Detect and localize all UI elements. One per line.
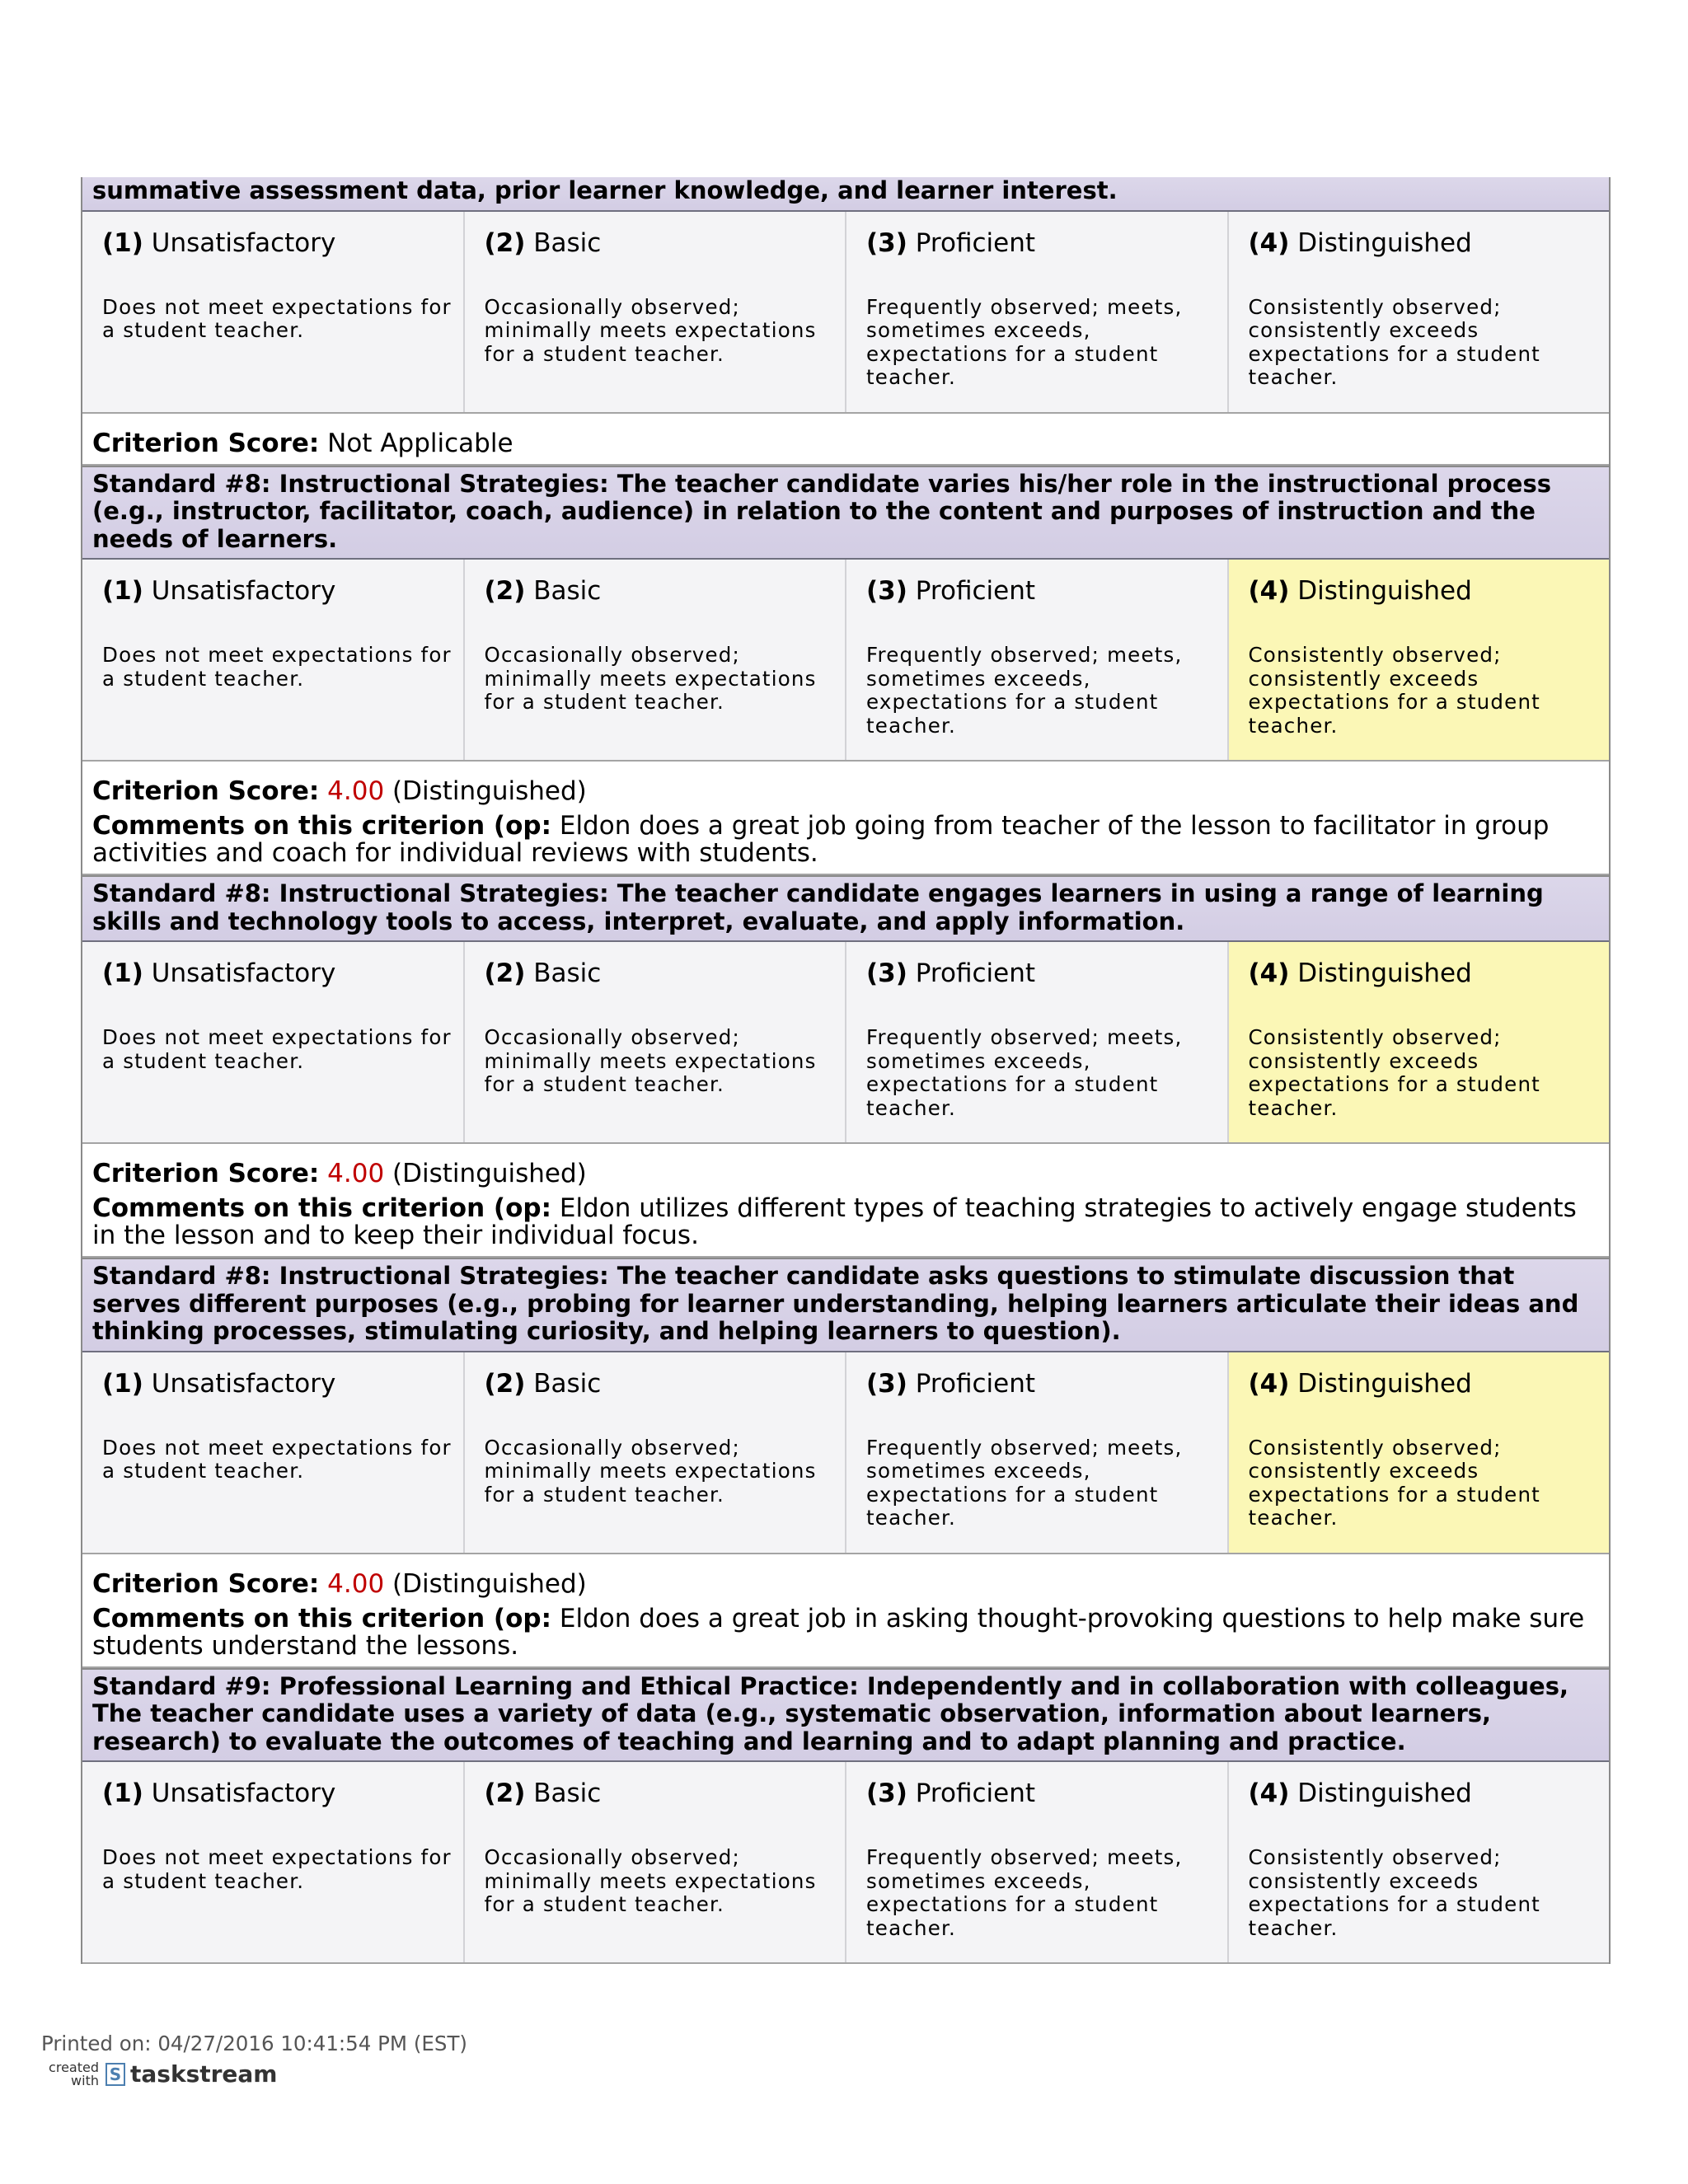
rating-levels: [82, 942, 1609, 1144]
level-name: Proficient: [915, 576, 1036, 606]
level-number: (1): [102, 1368, 143, 1399]
rating-level-proficient: [846, 212, 1229, 412]
level-number: (3): [866, 227, 907, 258]
criterion-score-label: Criterion Score:: [92, 1159, 320, 1188]
rating-level-distinguished: [1229, 1762, 1610, 1962]
level-description: Frequently observed; meets, sometimes exceeds, expectations for a student teacher.: [866, 1845, 1183, 1940]
level-name: Basic: [533, 576, 602, 606]
level-number: (1): [102, 227, 143, 258]
rating-level-proficient: [846, 1762, 1229, 1962]
level-description: Occasionally observed; minimally meets expectations for a student teacher.: [484, 294, 817, 366]
rating-level-distinguished: [1229, 560, 1610, 760]
criterion-score: [92, 430, 1599, 457]
level-description: Consistently observed; consistently exceeds expectations for a student teacher.: [1248, 1435, 1540, 1530]
criterion-score-text: (Distinguished): [392, 1159, 587, 1188]
criterion-score-text: Not Applicable: [327, 428, 513, 458]
level-name: Distinguished: [1297, 1368, 1472, 1399]
rating-level-distinguished: [1229, 1352, 1610, 1553]
level-heading: [485, 228, 837, 258]
level-number: (3): [866, 958, 907, 988]
criterion-comment: [92, 1605, 1599, 1660]
level-heading: [1249, 576, 1601, 606]
rating-level-basic: [465, 1762, 847, 1962]
level-description: Occasionally observed; minimally meets expectations for a student teacher.: [484, 1435, 817, 1507]
level-number: (1): [102, 576, 143, 606]
level-description: Occasionally observed; minimally meets expectations for a student teacher.: [484, 1845, 817, 1917]
criterion-score-row: [82, 1554, 1609, 1668]
rating-level-unsatisfactory: [82, 212, 465, 412]
criterion-score-row: [82, 414, 1609, 466]
level-description: Does not meet expectations for a student teacher.: [102, 643, 452, 691]
rating-levels: [82, 1352, 1609, 1554]
level-name: Unsatisfactory: [151, 958, 336, 988]
level-name: Distinguished: [1297, 227, 1472, 258]
level-name: Unsatisfactory: [151, 576, 336, 606]
level-heading: [485, 1369, 837, 1399]
standard-header: Standard #8: Instructional Strategies: The teacher candidate engages learners in using a range of learning skills and technology tools to access, interpret, evaluate, and apply information.: [82, 875, 1609, 942]
rating-level-unsatisfactory: [82, 1352, 465, 1553]
level-description: Occasionally observed; minimally meets expectations for a student teacher.: [484, 643, 817, 715]
rating-level-unsatisfactory: [82, 560, 465, 760]
level-heading: [485, 958, 837, 988]
level-description: Does not meet expectations for a student teacher.: [102, 1025, 452, 1073]
level-heading: [102, 1369, 455, 1399]
level-description: Does not meet expectations for a student teacher.: [102, 1435, 452, 1483]
criterion-score-row: [82, 1144, 1609, 1258]
level-name: Proficient: [915, 1368, 1036, 1399]
level-number: (4): [1248, 958, 1290, 988]
level-name: Proficient: [915, 958, 1036, 988]
comment-label: Comments on this criterion (op:: [92, 1603, 551, 1633]
rating-level-basic: [465, 212, 847, 412]
comment-label: Comments on this criterion (op:: [92, 811, 551, 841]
level-heading: [866, 1369, 1219, 1399]
level-name: Proficient: [915, 1779, 1036, 1808]
criterion-score-text: (Distinguished): [392, 776, 587, 806]
taskstream-wordmark: taskstream: [130, 2060, 278, 2088]
level-number: (2): [484, 576, 526, 606]
level-number: (4): [1248, 1368, 1290, 1399]
level-number: (4): [1248, 576, 1290, 606]
level-name: Distinguished: [1297, 958, 1472, 988]
level-name: Unsatisfactory: [151, 227, 336, 258]
created-with-label: created with: [49, 2059, 99, 2088]
taskstream-logo-icon: S: [106, 2063, 125, 2086]
rating-level-unsatisfactory: [82, 942, 465, 1142]
printed-timestamp: Printed on: 04/27/2016 10:41:54 PM (EST): [41, 2032, 467, 2055]
level-number: (3): [866, 1779, 907, 1808]
level-number: (2): [484, 958, 526, 988]
rubric-sheet: [81, 177, 1611, 1964]
criterion-score-label: Criterion Score:: [92, 776, 320, 806]
taskstream-brand: [41, 2060, 278, 2088]
rating-level-proficient: [846, 560, 1229, 760]
level-heading: [1249, 1369, 1601, 1399]
level-name: Unsatisfactory: [151, 1779, 336, 1808]
level-description: Does not meet expectations for a student teacher.: [102, 1845, 452, 1893]
standard-header: Standard #8: Instructional Strategies: The teacher candidate varies his/her role in the instructional process (e.g., instructor, facilitator, coach, audience) in relation to the content and purposes of instruction and the needs of learners.: [82, 466, 1609, 560]
level-heading: [866, 576, 1219, 606]
level-heading: [102, 1779, 455, 1808]
level-name: Basic: [533, 227, 602, 258]
level-heading: [866, 228, 1219, 258]
criterion-score-label: Criterion Score:: [92, 428, 320, 458]
level-number: (3): [866, 576, 907, 606]
rating-levels: [82, 212, 1609, 414]
level-description: Consistently observed; consistently exceeds expectations for a student teacher.: [1248, 1845, 1540, 1940]
comment-text: Eldon utilizes different types of teaching strategies to actively engage students in the lesson and to keep their individual focus.: [92, 1193, 1577, 1250]
rating-level-distinguished: [1229, 942, 1610, 1142]
criterion-score-value: 4.00: [327, 776, 385, 806]
rating-level-basic: [465, 1352, 847, 1553]
comment-label: Comments on this criterion (op:: [92, 1193, 551, 1223]
rating-level-proficient: [846, 1352, 1229, 1553]
rating-level-proficient: [846, 942, 1229, 1142]
level-heading: [1249, 1779, 1601, 1808]
criterion-comment: [92, 813, 1599, 867]
level-description: Frequently observed; meets, sometimes exceeds, expectations for a student teacher.: [866, 1025, 1183, 1120]
level-description: Frequently observed; meets, sometimes exceeds, expectations for a student teacher.: [866, 1435, 1183, 1530]
level-name: Distinguished: [1297, 1779, 1472, 1808]
criterion-score: [92, 778, 1599, 805]
standard-header: summative assessment data, prior learner knowledge, and learner interest.: [82, 177, 1609, 212]
level-description: Occasionally observed; minimally meets expectations for a student teacher.: [484, 1025, 817, 1097]
criterion-score-label: Criterion Score:: [92, 1568, 320, 1599]
rating-levels: [82, 1762, 1609, 1964]
level-number: (3): [866, 1368, 907, 1399]
level-name: Distinguished: [1297, 576, 1472, 606]
level-number: (2): [484, 227, 526, 258]
level-heading: [866, 1779, 1219, 1808]
standard-header: Standard #9: Professional Learning and Ethical Practice: Independently and in collaboration with colleagues, The teacher candidate uses a variety of data (e.g., systematic observation, information about learners, research) to evaluate the outcomes of teaching and learning and to adapt planning and practice.: [82, 1668, 1609, 1763]
criterion-score-row: [82, 762, 1609, 875]
level-heading: [866, 958, 1219, 988]
criterion-score: [92, 1160, 1599, 1188]
criterion-score-value: 4.00: [327, 1568, 385, 1599]
rating-levels: [82, 560, 1609, 762]
comment-text: Eldon does a great job going from teacher of the lesson to facilitator in group activities and coach for individual reviews with students.: [92, 811, 1550, 868]
level-name: Basic: [533, 1779, 602, 1808]
level-heading: [1249, 228, 1601, 258]
rating-level-basic: [465, 560, 847, 760]
level-description: Consistently observed; consistently exceeds expectations for a student teacher.: [1248, 1025, 1540, 1120]
level-number: (4): [1248, 227, 1290, 258]
level-description: Frequently observed; meets, sometimes exceeds, expectations for a student teacher.: [866, 643, 1183, 738]
level-description: Consistently observed; consistently exceeds expectations for a student teacher.: [1248, 294, 1540, 390]
level-heading: [485, 1779, 837, 1808]
level-name: Basic: [533, 958, 602, 988]
level-number: (1): [102, 958, 143, 988]
rating-level-basic: [465, 942, 847, 1142]
level-heading: [102, 228, 455, 258]
level-name: Basic: [533, 1368, 602, 1399]
criterion-comment: [92, 1195, 1599, 1249]
rating-level-distinguished: [1229, 212, 1610, 412]
level-heading: [485, 576, 837, 606]
level-description: Consistently observed; consistently exceeds expectations for a student teacher.: [1248, 643, 1540, 738]
rating-level-unsatisfactory: [82, 1762, 465, 1962]
level-number: (2): [484, 1368, 526, 1399]
level-number: (1): [102, 1779, 143, 1808]
level-heading: [1249, 958, 1601, 988]
criterion-score-text: (Distinguished): [392, 1568, 587, 1599]
level-heading: [102, 958, 455, 988]
comment-text: Eldon does a great job in asking thought-provoking questions to help make sure students understand the lessons.: [92, 1603, 1585, 1661]
level-number: (4): [1248, 1779, 1290, 1808]
level-description: Does not meet expectations for a student teacher.: [102, 294, 452, 343]
level-name: Proficient: [915, 227, 1036, 258]
level-description: Frequently observed; meets, sometimes exceeds, expectations for a student teacher.: [866, 294, 1183, 390]
standard-header: Standard #8: Instructional Strategies: The teacher candidate asks questions to stimulate discussion that serves different purposes (e.g., probing for learner understanding, helping learners articulate their ideas and thinking processes, stimulating curiosity, and helping learners to question).: [82, 1258, 1609, 1352]
level-name: Unsatisfactory: [151, 1368, 336, 1399]
criterion-score: [92, 1568, 1599, 1599]
level-number: (2): [484, 1779, 526, 1808]
criterion-score-value: 4.00: [327, 1159, 385, 1188]
level-heading: [102, 576, 455, 606]
